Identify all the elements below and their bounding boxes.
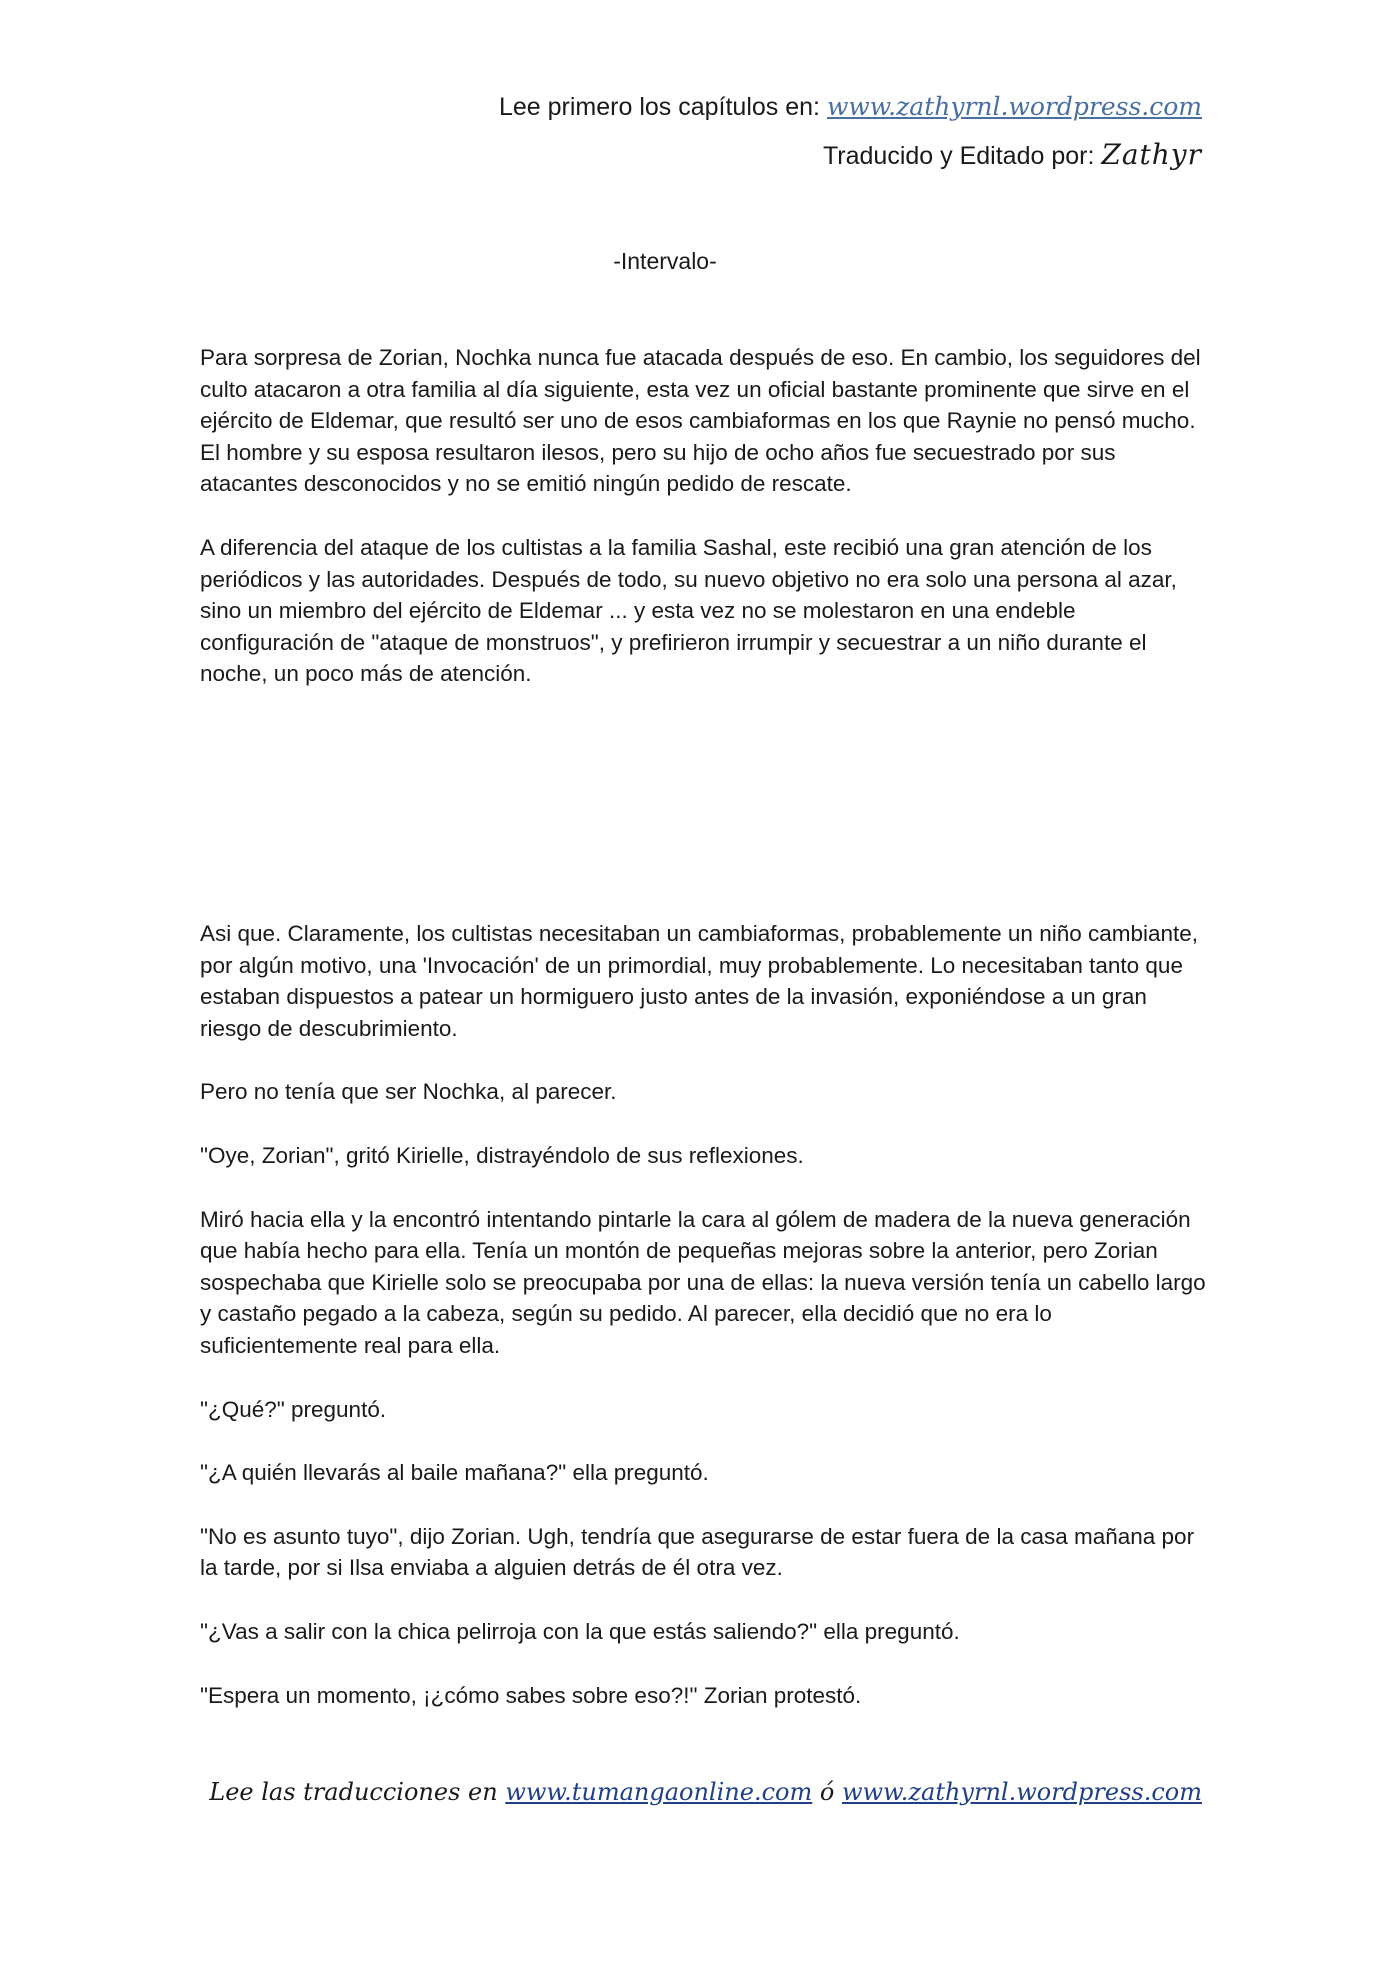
footer-link-zathyrnl[interactable]: www.zathyrnl.wordpress.com bbox=[841, 1778, 1202, 1806]
paragraph: "¿A quién llevarás al baile mañana?" ella preguntó. bbox=[200, 1460, 709, 1486]
body-block-top bbox=[200, 342, 1210, 722]
header-translator bbox=[823, 138, 1202, 171]
footer bbox=[209, 1778, 1202, 1806]
paragraph: Pero no tenía que ser Nochka, al parecer. bbox=[200, 1079, 617, 1105]
header-site-link[interactable]: www.zathyrnl.wordpress.com bbox=[826, 92, 1202, 121]
translator-name: Zathyr bbox=[1101, 138, 1202, 171]
paragraph: "No es asunto tuyo", dijo Zorian. Ugh, tendría que asegurarse de estar fuera de la casa mañana por la tarde, por si Ilsa enviaba a alguien detrás de él otra vez. bbox=[200, 1523, 1195, 1581]
footer-link-tumangaonline[interactable]: www.tumangaonline.com bbox=[505, 1778, 813, 1806]
footer-separator: ó bbox=[819, 1778, 835, 1806]
chapter-title: -Intervalo- bbox=[613, 248, 717, 274]
paragraph: A diferencia del ataque de los cultistas a la familia Sashal, este recibió una gran atención de los periódicos y las autoridades. Después de todo, su nuevo objetivo no era solo una persona al azar, sino un miembro del ejército de Eldemar ... y esta vez no se molestaron en una endeble configuración de "ataque de monstruos", y prefirieron irrumpir y secuestrar a un niño durante el noche, un poco más de atención. bbox=[200, 534, 1177, 687]
read-first-label: Lee primero los capítulos en: bbox=[498, 93, 820, 121]
footer-prefix: Lee las traducciones en bbox=[209, 1778, 498, 1806]
header-read-first bbox=[499, 92, 1202, 122]
paragraph: "¿Vas a salir con la chica pelirroja con la que estás saliendo?" ella preguntó. bbox=[200, 1618, 960, 1644]
body-block-bottom bbox=[200, 918, 1210, 1743]
paragraph: Miró hacia ella y la encontró intentando pintarle la cara al gólem de madera de la nueva generación que había hecho para ella. Tenía un montón de pequeñas mejoras sobre la anterior, pero Zorian sospechaba que Kirielle solo se preocupaba por una de ellas: la nueva versión tenía un cabello largo y castaño pegado a la cabeza, según su pedido. Al parecer, ella decidió que no era lo suficientemente real para ella. bbox=[200, 1206, 1206, 1358]
translated-by-label: Traducido y Editado por: bbox=[822, 142, 1095, 170]
paragraph: "¿Qué?" preguntó. bbox=[200, 1396, 387, 1422]
paragraph: "Oye, Zorian", gritó Kirielle, distrayéndolo de sus reflexiones. bbox=[200, 1142, 804, 1168]
paragraph: "Espera un momento, ¡¿cómo sabes sobre eso?!" Zorian protestó. bbox=[200, 1682, 862, 1708]
paragraph: Asi que. Claramente, los cultistas necesitaban un cambiaformas, probablemente un niño cambiante, por algún motivo, una 'Invocación' de un primordial, muy probablemente. Lo necesitaban tanto que estaban dispuestos a patear un hormiguero justo antes de la invasión, exponiéndose a un gran riesgo de descubrimiento. bbox=[200, 921, 1199, 1041]
paragraph: Para sorpresa de Zorian, Nochka nunca fue atacada después de eso. En cambio, los seguidores del culto atacaron a otra familia al día siguiente, esta vez un oficial bastante prominente que sirve en el ejército de Eldemar, que resultó ser uno de esos cambiaformas en los que Raynie no pensó mucho. El hombre y su esposa resultaron ilesos, pero su hijo de ocho años fue secuestrado por sus atacantes desconocidos y no se emitió ningún pedido de rescate. bbox=[200, 345, 1201, 497]
